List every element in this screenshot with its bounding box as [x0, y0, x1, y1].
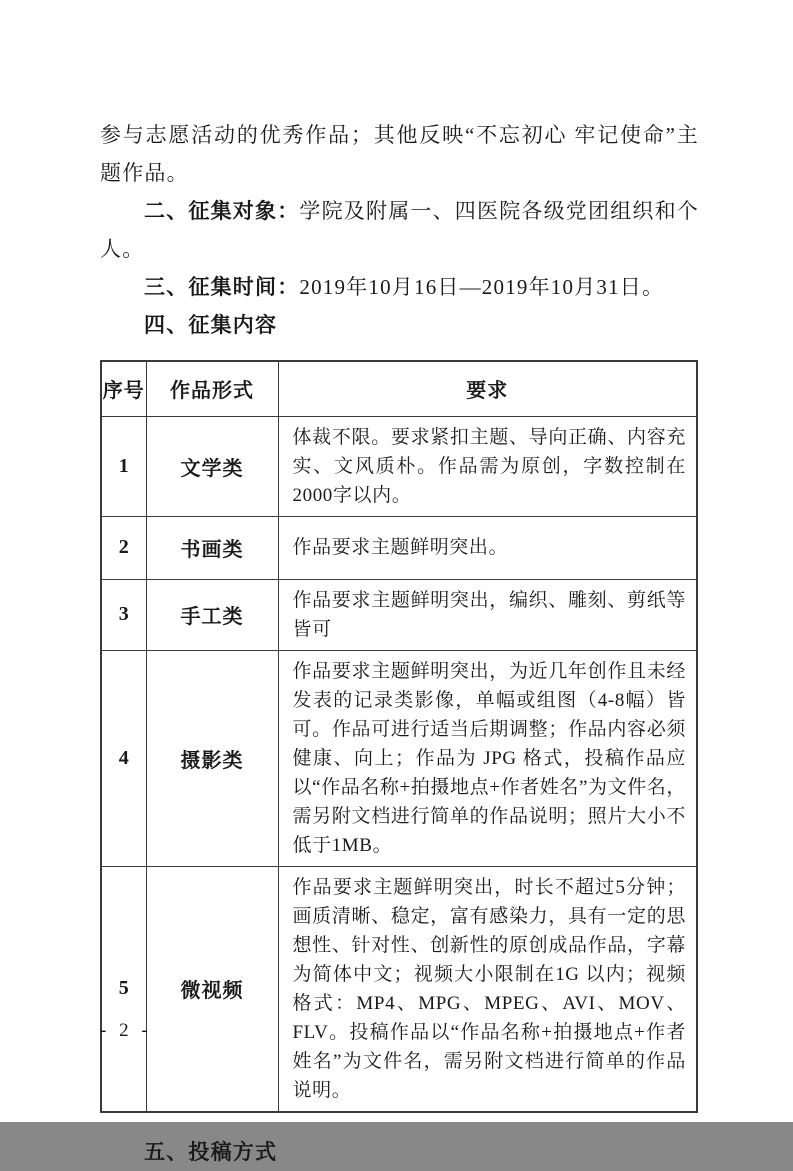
column-header-requirement: 要求: [278, 361, 697, 416]
work-form: 手工类: [146, 579, 278, 650]
table-row: [101, 866, 697, 1112]
column-header-number: 序号: [101, 361, 146, 416]
row-number: 4: [101, 650, 146, 866]
work-requirement: 作品要求主题鲜明突出。: [278, 516, 697, 579]
section-3-heading-line: [100, 268, 699, 306]
section-2-text: 学院及附属一、四医院各级党团组织和个人。: [100, 199, 700, 261]
work-requirement: 作品要求主题鲜明突出，为近几年创作且未经发表的记录类影像，单幅或组图（4-8幅）皆可。作品可进行适当后期调整；作品内容必须健康、向上；作品为 JPG 格式，投稿作品应以“作品名称+拍摄地点+作者姓名”为文件名，需另附文档进行简单的作品说明；照片大小不低于1MB。: [278, 650, 697, 866]
section-3-text: 2019年10月16日—2019年10月31日。: [299, 275, 665, 299]
section-3-label: 三、征集时间：: [144, 275, 300, 299]
row-number: 2: [101, 516, 146, 579]
work-requirement: 作品要求主题鲜明突出，编织、雕刻、剪纸等皆可: [278, 579, 697, 650]
table-row: [101, 416, 697, 516]
work-form: 微视频: [146, 866, 278, 1112]
work-form: 摄影类: [146, 650, 278, 866]
row-number: 1: [101, 416, 146, 516]
document-body: [100, 116, 699, 1171]
row-number: 5: [101, 866, 146, 1112]
section-2-heading-line: [100, 192, 699, 268]
work-form: 文学类: [146, 416, 278, 516]
table-row: [101, 650, 697, 866]
table-header-row: [101, 361, 697, 416]
work-requirement: 体裁不限。要求紧扣主题、导向正确、内容充实、文风质朴。作品需为原创，字数控制在2000字以内。: [278, 416, 697, 516]
submission-requirements-table: [100, 360, 698, 1113]
work-requirement: 作品要求主题鲜明突出，时长不超过5分钟；画质清晰、稳定，富有感染力，具有一定的思想性、针对性、创新性的原创成品作品，字幕为简体中文；视频大小限制在1G 以内；视频格式：MP4、MPG、MPEG、AVI、MOV、FLV。投稿作品以“作品名称+拍摄地点+作者姓名”为文件名，需另附文档进行简单的作品说明。: [278, 866, 697, 1112]
paragraph-continued: 参与志愿活动的优秀作品；其他反映“不忘初心 牢记使命”主题作品。: [100, 123, 699, 185]
work-form: 书画类: [146, 516, 278, 579]
section-2-label: 二、征集对象：: [144, 199, 300, 223]
page-number: - 2 -: [100, 1020, 152, 1041]
table-row: [101, 516, 697, 579]
row-number: 3: [101, 579, 146, 650]
column-header-form: 作品形式: [146, 361, 278, 416]
table-row: [101, 579, 697, 650]
section-5-heading: 五、投稿方式: [144, 1139, 278, 1164]
section-4-heading: 四、征集内容: [144, 313, 278, 337]
